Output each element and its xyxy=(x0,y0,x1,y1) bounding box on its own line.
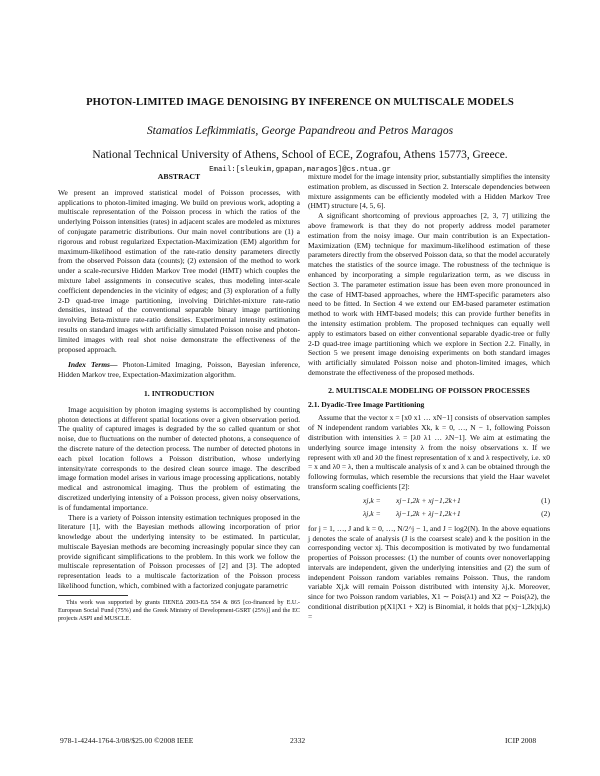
right-column xyxy=(308,172,550,622)
abstract-heading: ABSTRACT xyxy=(157,172,201,181)
equation-1-rhs: xj−1,2k + xj−1,2k+1 xyxy=(396,495,461,505)
right-paragraph-3: Assume that the vector x = [x0 x1 … xN−1] consists of observation samples of N independent random variables Xk, k = 0, …, N − 1, following Poisson distribution with intensities λ = [λ0 λ1 … λN−1]. We aim at estimating the underlying source image intensity λ from the noisy observations x. If we represent with x0 and λ0 the finest representation of x and λ respectively, i.e. x0 = x and λ0 = λ, then a multiscale analysis of x and λ can be obtained through the following formulas, which resemble the recursions that yield the Haar wavelet transform scaling coefficients [2]: xyxy=(308,413,550,491)
footer-venue: ICIP 2008 xyxy=(505,736,537,745)
right-paragraph-1: mixture model for the image intensity prior, substantially simplifies the intensity estimation problem, as discussed in Section 2. Interscale dependencies between mixture assignments can be efficiently modeled with a Hidden Markov Tree (HMT) structure [4, 5, 6]. xyxy=(308,172,550,211)
paper-title: PHOTON-LIMITED IMAGE DENOISING BY INFERENCE ON MULTISCALE MODELS xyxy=(86,97,514,108)
subsection-2-1-heading: 2.1. Dyadic-Tree Image Partitioning xyxy=(308,399,425,409)
footnote-rule xyxy=(58,595,128,596)
footnote: This work was supported by grants ΠΕΝΕΔ 2003-ΕΔ 554 & 865 [co-financed by E.U.-European Social Fund (75%) and the Greek Ministry of Development-GSRT (25%)] and the EC projects ASPI and MUSCLE. xyxy=(58,598,300,622)
intro-paragraph-1: Image acquisition by photon imaging systems is accomplished by counting photon detections at different spatial locations over a given observation period. The quality of captured images is degraded by the so called quantum or shot noise, due to fluctuations on the number of detected photons, a consequence of the discrete nature of the detection process. The number of detected photons in each pixel location follows a Poisson distribution, whose underlying intensity/rate corresponds to the desired clean source image. The described image formation model arises in various image processing applications, notably medical and astronomical imaging. Thus the problem of estimating the discretized underlying intensity of a Poisson process, given noisy observations, is of fundamental importance. xyxy=(58,404,300,512)
equation-2-rhs: λj−1,2k + λj−1,2k+1 xyxy=(396,508,461,518)
index-terms-text: Photon-Limited Imaging, Poisson, Bayesian inference, Hidden Markov tree, Expectation-Maximization algorithm. xyxy=(58,360,300,380)
left-column xyxy=(58,172,300,623)
equation-2-number: (2) xyxy=(541,508,550,518)
email: Email:[sleukim,gpapan,maragos]@cs.ntua.gr xyxy=(209,166,391,174)
equation-2 xyxy=(308,508,550,521)
affiliation: National Technical University of Athens, School of ECE, Zografou, Athens 15773, Greece. xyxy=(92,149,508,161)
equation-1-number: (1) xyxy=(541,495,550,505)
equation-2-lhs: λj,k = xyxy=(363,508,381,518)
footer-page-number: 2332 xyxy=(290,736,306,745)
equation-1 xyxy=(308,495,550,508)
index-terms-label: Index Terms— xyxy=(68,360,118,370)
footer-isbn: 978-1-4244-1764-3/08/$25.00 ©2008 IEEE xyxy=(60,736,194,745)
abstract-text: We present an improved statistical model of Poisson processes, with applications to photon-limited imaging. We build on previous work, adopting a multiscale representation of the Poisson process in which the ratios of the underlying Poisson intensities (rates) in adjacent scales are modeled as mixtures of conjugate parametric distributions. Our main novel contributions are (1) a rigorous and robust regularized Expectation-Maximization (EM) algorithm for maximum-likelihood estimation of the rate-ratio density parameters directly from the observed Poisson data (counts); (2) extension of the method to work under a scale-recursive Hidden Markov Tree model (HMT) which couples the mixture label assignments in consecutive scales, thus modeling inter-scale coefficient dependencies in the vicinity of edges; and (3) exploration of a fully 2-D quad-tree image partitioning, involving Dirichlet-mixture rate-ratio densities, instead of the conventional separable binary image partitioning involving Beta-mixture rate-ratio densities. Experimental intensity estimation results on standard images with artificially simulated Poisson noise and photon-limited images with real shot noise demonstrate the effectiveness of the proposed approach. xyxy=(58,187,300,354)
section2-heading: 2. MULTISCALE MODELING OF POISSON PROCESSES xyxy=(328,385,530,395)
intro-heading: 1. INTRODUCTION xyxy=(143,388,215,398)
right-paragraph-2: A significant shortcoming of previous approaches [2, 3, 7] utilizing the above framework is that they do not properly address model parameter estimation from the noisy image. Our main contribution is an Expectation-Maximization (EM) technique for maximum-likelihood estimation of these parameters directly from the observed Poisson data, so that the model accurately matches the statistics of the source image. The robustness of the technique is enhanced by incorporating a simple regularization term, as we discuss in Section 3. The parameter estimation issue has been even more pronounced in the case of HMT-based approaches, where the HMT-specific parameters also need to be fitted. In Section 4 we extend our EM-based parameter estimation method to work with HMT-based models; this can provide further benefits in the intensity estimation problem. The proposed techniques can equally well apply to estimators based on either conventional separable dyadic-tree or fully 2-D quad-tree image partitioning which we explore in Section 2.2. Finally, in Section 5 we present image denoising experiments on both standard images with artificially simulated Poisson noise and photon-limited images, which demonstrate the effectiveness of the proposed methods. xyxy=(308,211,550,377)
right-paragraph-4: for j = 1, …, J and k = 0, …, N/2^j − 1, and J = log2(N). In the above equations j denotes the scale of analysis (J is the coarsest scale) and k the position in the corresponding vector xj. This decomposition is motivated by two fundamental properties of Poisson processes: (1) the number of counts over nonoverlapping intervals are independent, given the underlying intensities and (2) the sum of independent Poisson random variables remains Poisson. Thus, the random variable Xj,k will remain Poisson distributed with intensity λj,k. Moreover, since for two Poisson random variables, X1 ∼ Pois(λ1) and X2 ∼ Pois(λ2), the conditional distribution p(X1|X1 + X2) is Binomial, it holds that p(xj−1,2k|xj,k) = xyxy=(308,523,550,621)
equation-1-lhs: xj,k = xyxy=(363,495,381,505)
authors: Stamatios Lefkimmiatis, George Papandreou and Petros Maragos xyxy=(146,124,454,137)
intro-paragraph-2: There is a variety of Poisson intensity estimation techniques proposed in the literature [1], with the Bayesian methods allowing incorporation of prior knowledge about the underlying intensity to be estimated. In particular, multiscale Bayesian methods are becoming increasingly popular since they can provide significant simplifications to the problem. In this work we follow the multiscale representation of Poisson processes of [2] and [3]. The adopted representation leads to a multiscale factorization of the Poisson process likelihood function, which, combined with a factorized conjugate parametric xyxy=(58,512,300,591)
index-terms xyxy=(58,360,300,380)
